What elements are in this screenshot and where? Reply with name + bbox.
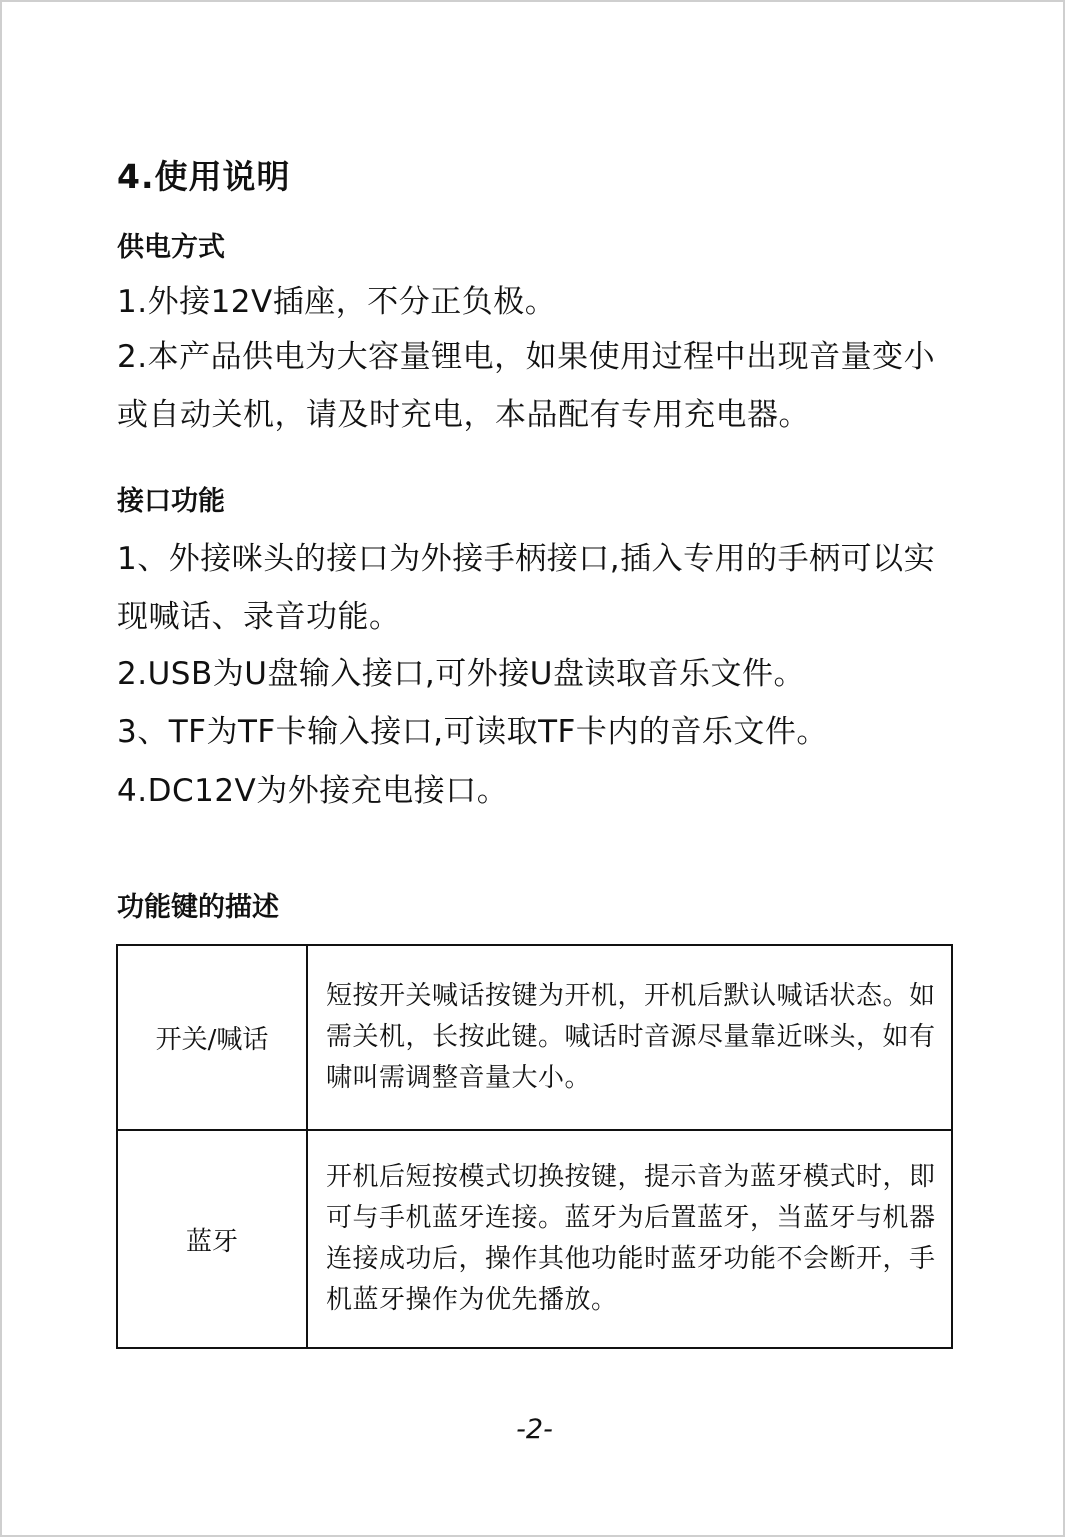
table-row bbox=[118, 1129, 951, 1347]
power-line-2: 2.本产品供电为大容量锂电，如果使用过程中出现音量变小或自动关机，请及时充电，本品配有专用充电器。 bbox=[117, 339, 936, 433]
key-desc-power-talk: 短按开关喊话按键为开机，开机后默认喊话状态。如需关机，长按此键。喊话时音源尽量靠近咪头，如有啸叫需调整音量大小。 bbox=[326, 981, 936, 1093]
ports-line-1: 1、外接咪头的接口为外接手柄接口,插入专用的手柄可以实现喊话、录音功能。 bbox=[117, 541, 936, 635]
table-row bbox=[118, 946, 951, 1129]
key-name-bluetooth: 蓝牙 bbox=[118, 1131, 308, 1347]
function-key-table bbox=[116, 944, 953, 1349]
ports-line-4: 4.DC12V为外接充电接口。 bbox=[117, 773, 509, 809]
key-name-power-talk: 开关/喊话 bbox=[118, 946, 308, 1129]
key-desc-bluetooth: 开机后短按模式切换按键，提示音为蓝牙模式时，即可与手机蓝牙连接。蓝牙为后置蓝牙，当蓝牙与机器连接成功后，操作其他功能时蓝牙功能不会断开，手机蓝牙操作为优先播放。 bbox=[326, 1162, 936, 1315]
ports-line-2: 2.USB为U盘输入接口,可外接U盘读取音乐文件。 bbox=[117, 656, 805, 692]
ports-heading: 接口功能 bbox=[117, 486, 225, 517]
page-number: -2- bbox=[516, 1414, 553, 1445]
ports-line-3: 3、TF为TF卡输入接口,可读取TF卡内的音乐文件。 bbox=[117, 714, 828, 750]
power-line-1: 1.外接12V插座，不分正负极。 bbox=[117, 284, 557, 320]
section-title: 4.使用说明 bbox=[117, 157, 291, 196]
keys-heading: 功能键的描述 bbox=[117, 892, 279, 923]
power-heading: 供电方式 bbox=[117, 232, 225, 263]
